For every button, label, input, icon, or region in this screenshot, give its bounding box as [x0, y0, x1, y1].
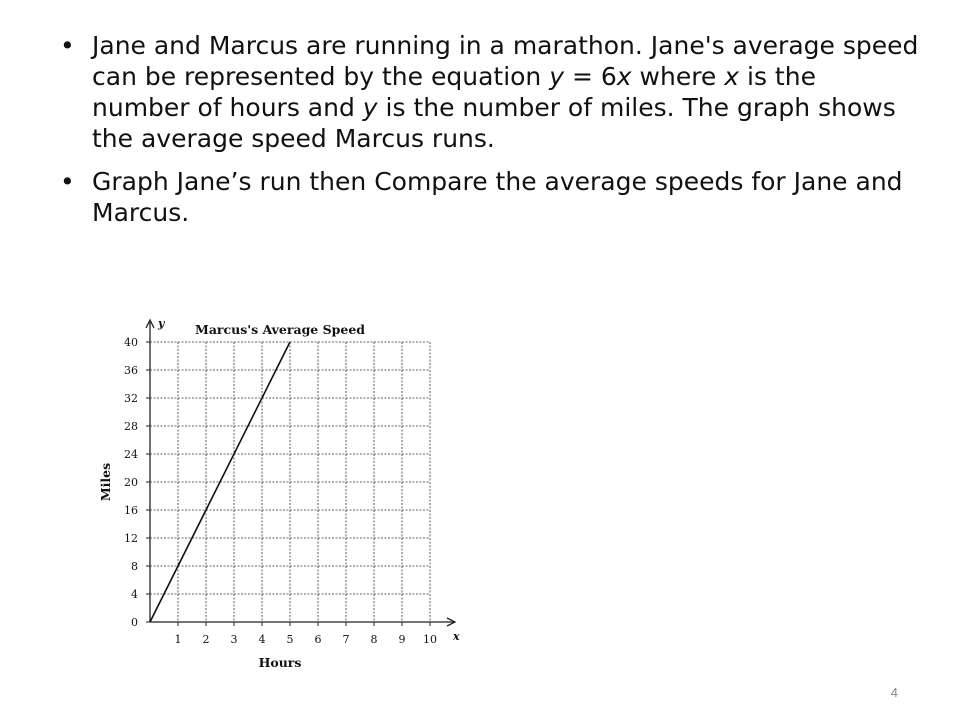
x-tick-label: 9 [398, 633, 406, 646]
bullet-text: = 6 [564, 62, 617, 91]
y-tick-label: 20 [124, 476, 138, 489]
y-tick-label: 36 [124, 364, 138, 377]
y-axis-label: Miles [98, 462, 113, 502]
variable-text: x [616, 62, 632, 91]
x-axis-label: Hours [258, 655, 302, 670]
y-tick-label: 12 [124, 532, 138, 545]
y-tick-label: 28 [124, 420, 138, 433]
bullet-item [60, 166, 920, 228]
x-tick-label: 4 [258, 633, 266, 646]
x-tick-label: 10 [423, 633, 437, 646]
bullet-text: is the number of miles. The graph shows the average speed Marcus runs. [92, 93, 896, 153]
y-axis-letter: y [158, 317, 165, 330]
variable-text: x [724, 62, 740, 91]
y-tick-label: 4 [131, 588, 138, 601]
y-tick-label: 0 [131, 616, 138, 629]
x-tick-label: 5 [286, 633, 294, 646]
y-tick-label: 24 [124, 448, 138, 461]
bullet-text: Jane and Marcus are running in a marathon. Jane's average speed can be represented by the equation [92, 31, 919, 91]
y-tick-label: 40 [124, 336, 138, 349]
bullet-item [60, 30, 920, 154]
bullet-list [60, 30, 920, 240]
x-axis-letter: x [453, 630, 460, 643]
x-tick-label: 3 [230, 633, 238, 646]
chart-title: Marcus's Average Speed [195, 322, 366, 337]
y-tick-label: 8 [131, 560, 138, 573]
y-tick-label: 16 [124, 504, 138, 517]
bullet-text: is the number of hours and [92, 62, 816, 122]
marcus-speed-graph [90, 305, 480, 680]
x-tick-label: 7 [342, 633, 350, 646]
x-tick-label: 6 [314, 633, 322, 646]
y-tick-label: 32 [124, 392, 138, 405]
bullet-text: Graph Jane’s run then Compare the average speeds for Jane and Marcus. [92, 167, 903, 227]
bullet-dot-icon: • [60, 31, 75, 60]
x-tick-label: 2 [202, 633, 210, 646]
variable-text: y [549, 62, 565, 91]
bullet-dot-icon: • [60, 167, 75, 196]
x-tick-label: 8 [370, 633, 378, 646]
bullet-text: where [631, 62, 725, 91]
x-tick-label: 1 [174, 633, 182, 646]
slide-number: 4 [890, 685, 898, 700]
variable-text: y [362, 93, 378, 122]
